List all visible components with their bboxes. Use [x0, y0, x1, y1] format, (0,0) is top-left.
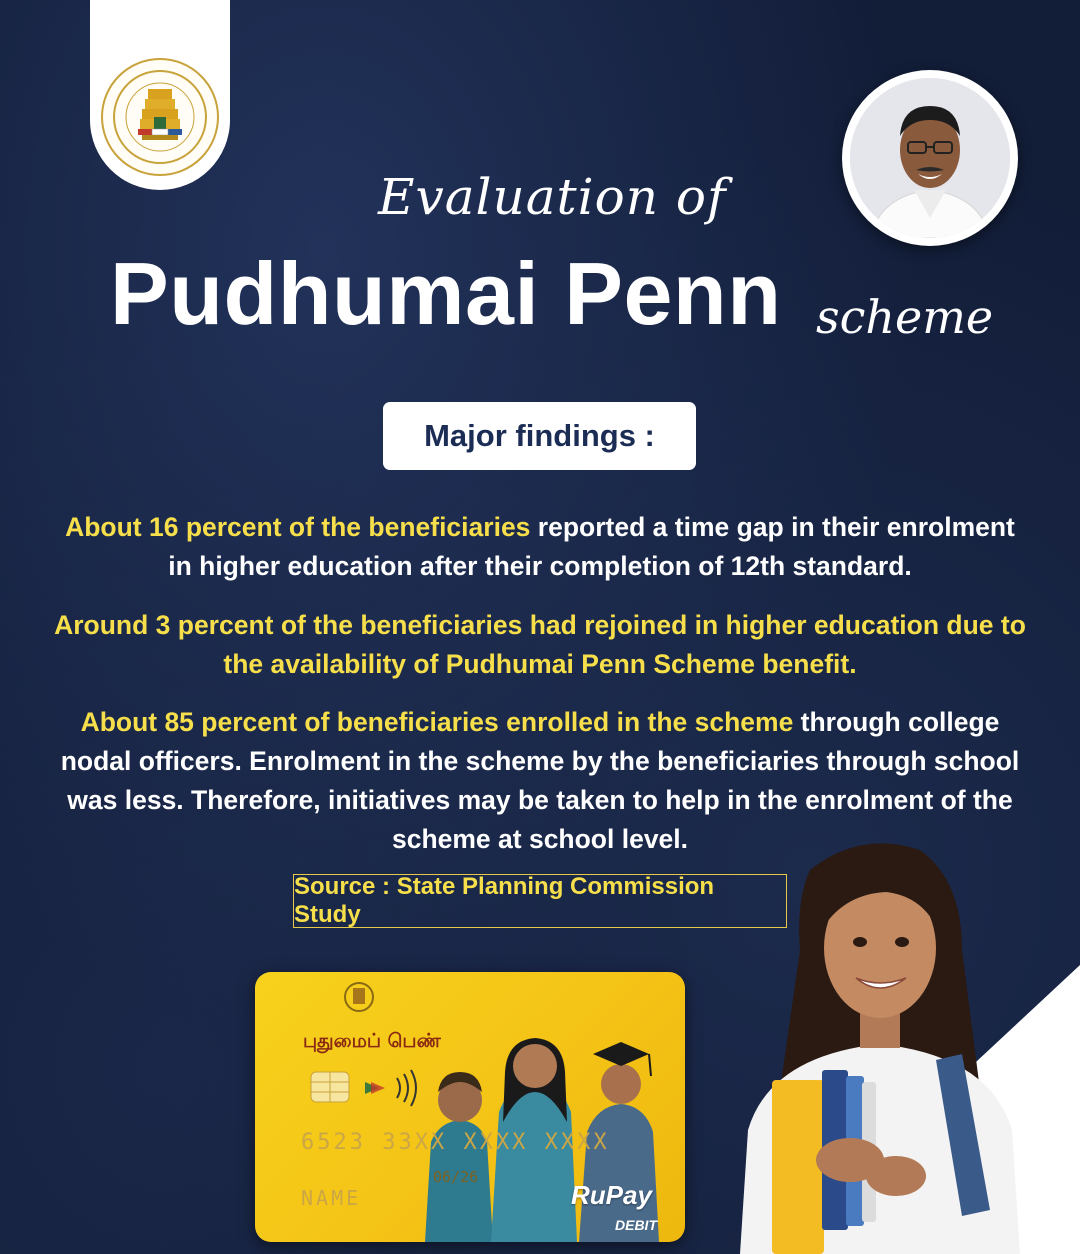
finding-paragraph-1 [50, 508, 1030, 586]
chief-minister-portrait [850, 78, 1010, 238]
student-girl-illustration [700, 830, 1080, 1254]
finding-1-text: reported a time gap in their enrolment in higher education after their completion of 12th standard. [168, 512, 1015, 581]
tamil-nadu-emblem-icon [101, 58, 219, 176]
finding-1-highlight: About 16 percent of the beneficiaries [65, 512, 531, 542]
card-name: NAME [301, 1186, 362, 1210]
finding-paragraph-2 [50, 606, 1030, 684]
card-number: 6523 33XX XXXX XXXX [301, 1130, 610, 1155]
portrait-frame [842, 70, 1018, 246]
finding-2-highlight: Around 3 percent of the beneficiaries had rejoined in higher education due to the availability of Pudhumai Penn Scheme benefit. [54, 610, 1026, 679]
card-expiry: 06/26 [433, 1168, 479, 1186]
finding-3-highlight: About 85 percent of beneficiaries enrolled in the scheme [80, 707, 794, 737]
card-type-label: DEBIT [615, 1217, 657, 1233]
rupay-logo: RuPay [571, 1180, 652, 1210]
title-evaluation-of: Evaluation of [378, 168, 727, 226]
pudhumai-penn-debit-card [255, 972, 685, 1242]
major-findings-heading: Major findings : [383, 402, 696, 470]
emblem-tab [90, 0, 230, 190]
card-scheme-label: புதுமைப் பெண் [303, 1030, 441, 1052]
title-scheme-suffix: scheme [816, 290, 994, 344]
page-title: Pudhumai Penn [110, 244, 782, 343]
finding-3-text: through college nodal officers. Enrolment in the scheme by the beneficiaries through school was less. Therefore, initiatives may be taken to help in the enrolment of the scheme at school level. [60, 707, 1020, 854]
source-label: Source : State Planning Commission Study [293, 874, 787, 928]
